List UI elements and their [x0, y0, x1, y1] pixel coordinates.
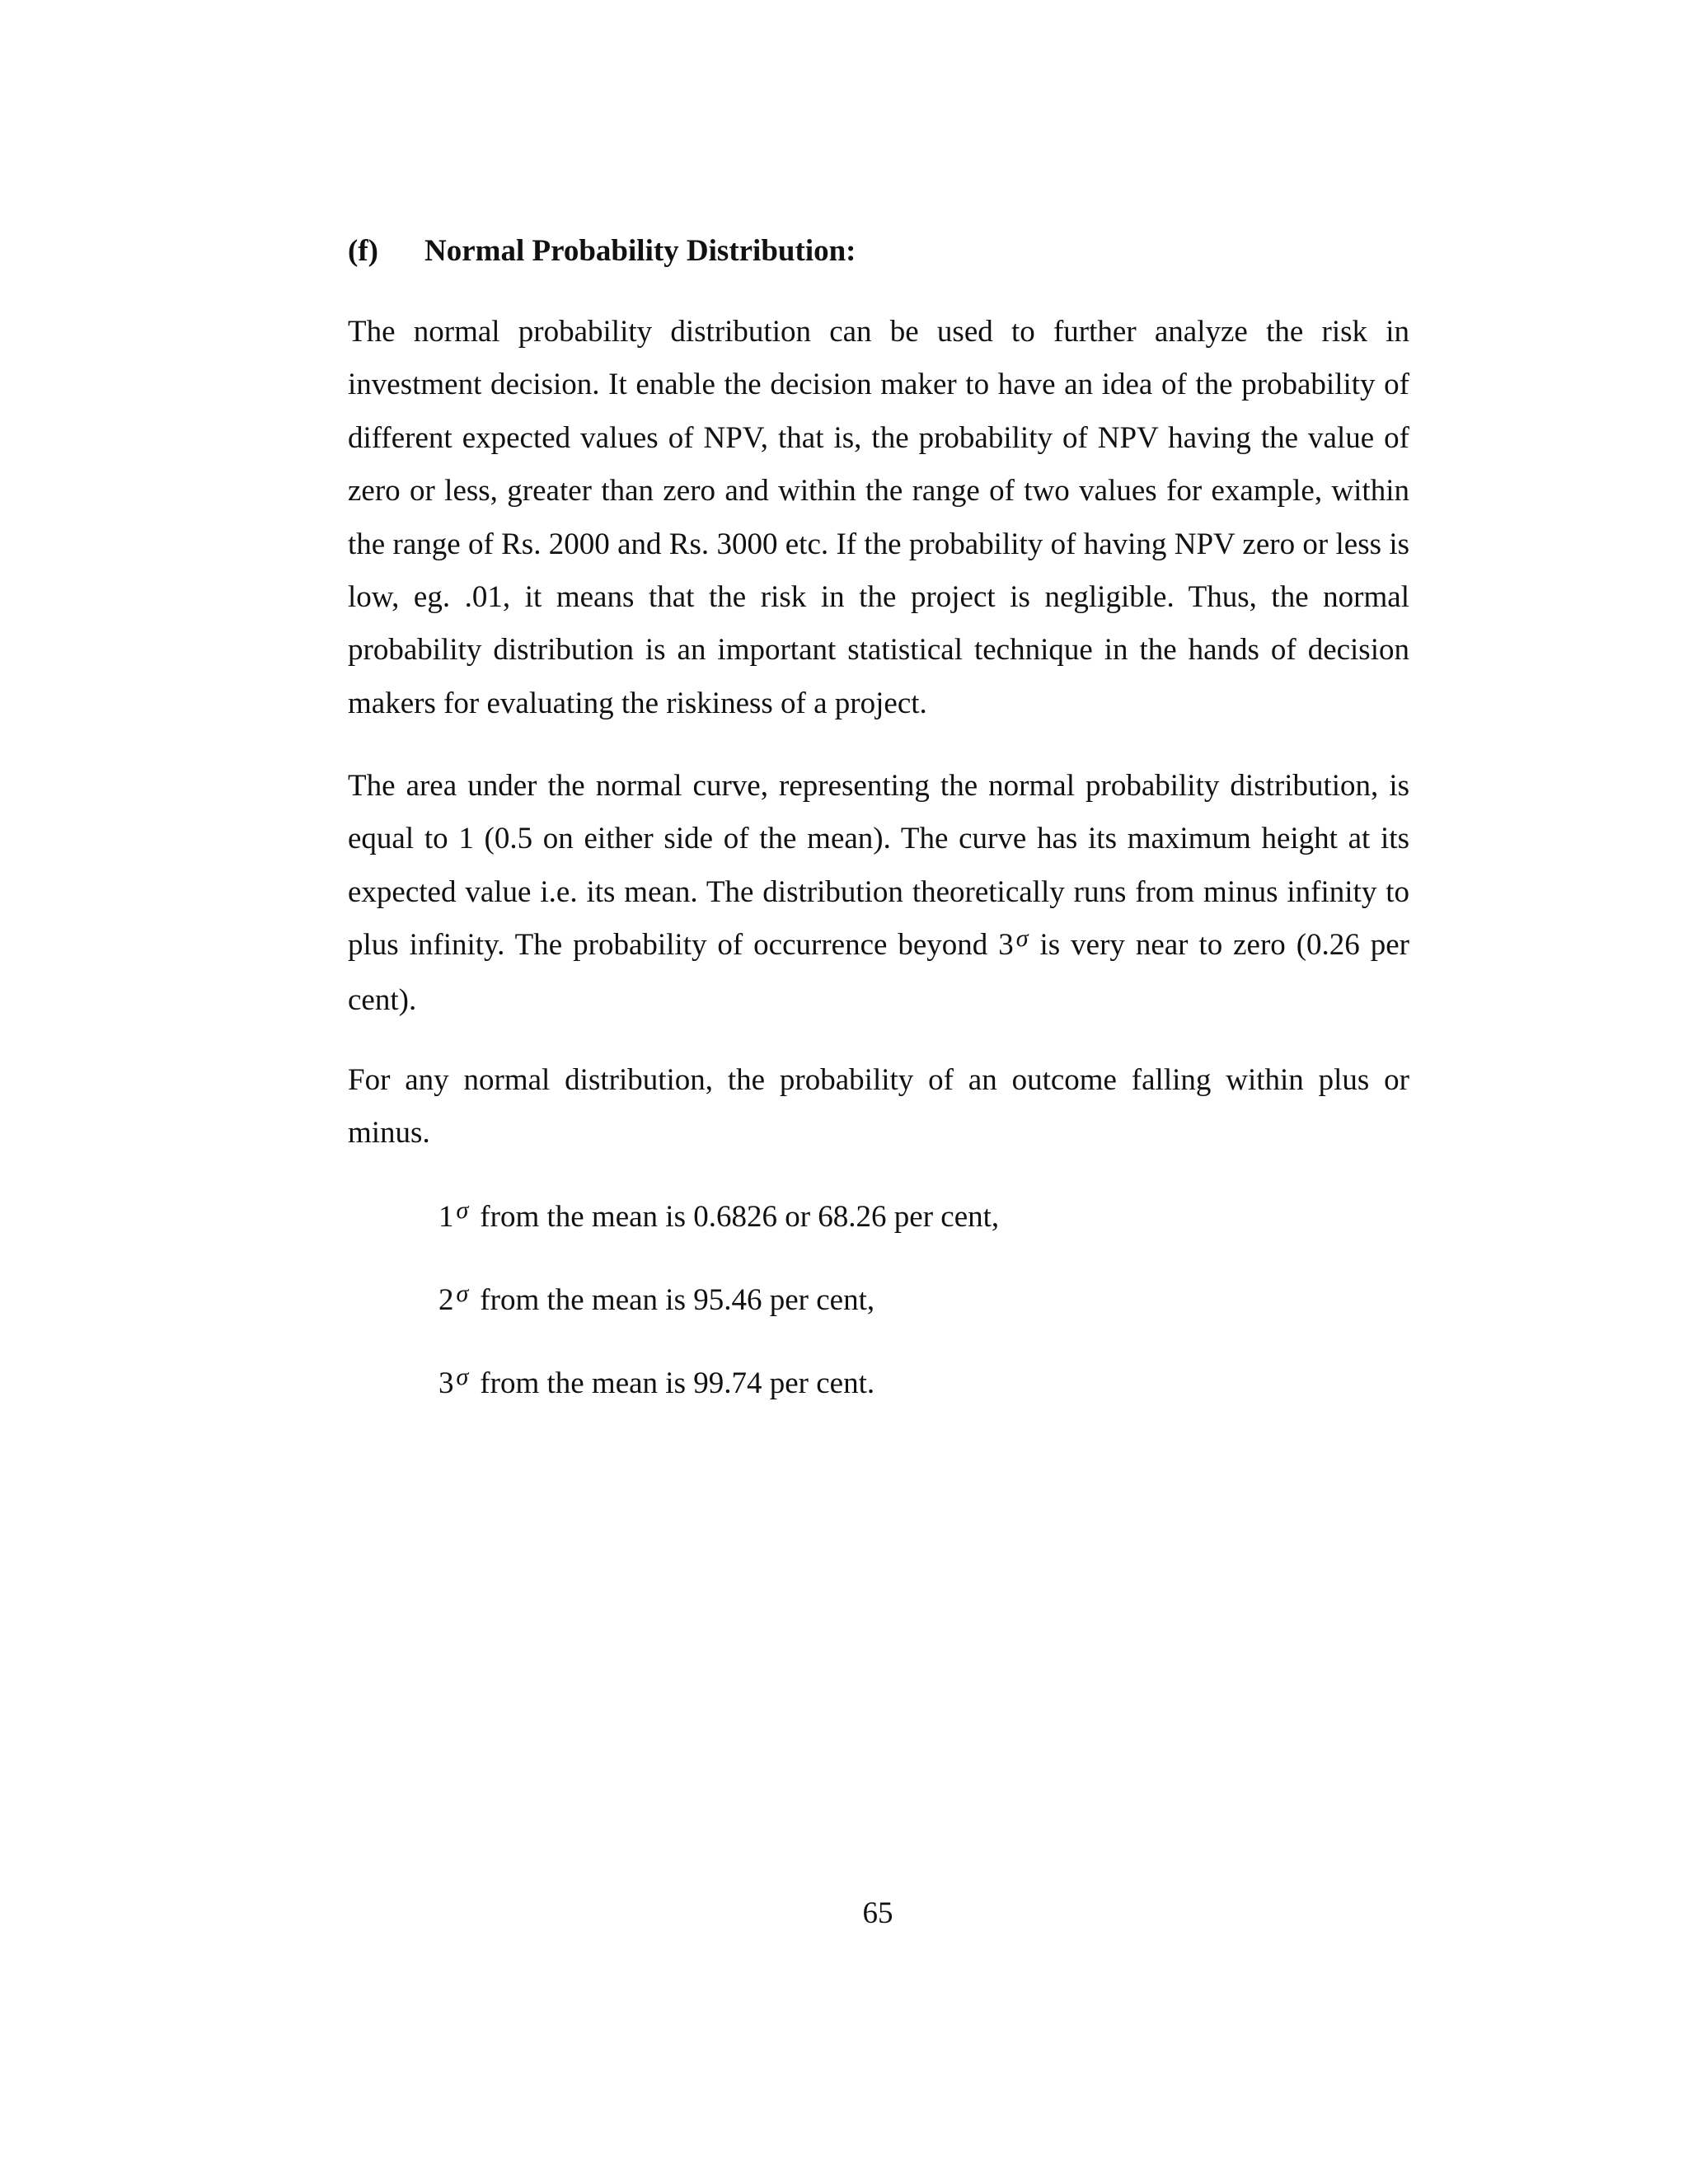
paragraph-distribution-intro: For any normal distribution, the probability of an outcome falling within plus or minus. — [348, 1063, 1409, 1151]
sigma-symbol: σ — [1015, 925, 1029, 953]
list-item-number: 3 — [438, 1366, 454, 1400]
sigma-symbol: σ — [456, 1363, 469, 1390]
sigma-symbol: σ — [456, 1280, 469, 1307]
paragraph-intro: The normal probability distribution can be used to further analyze the risk in investment decision. It enable the decision maker to have an idea of the probability of different expected values of NPV, that is, the probability of NPV having the value of zero or less, greater than zero and within the range of two values for example, within the range of Rs. 2000 and Rs. 3000 etc. If the probability of having NPV zero or less is low, eg. .01, it means that the risk in the project is negligible. Thus, the normal probability distribution is an important statistical technique in the hands of decision makers for evaluating the riskiness of a project. — [348, 315, 1409, 720]
list-item-text: from the mean is 0.6826 or 68.26 per cent, — [480, 1200, 1000, 1234]
section-marker: (f) — [348, 234, 378, 268]
sigma-symbol: σ — [456, 1197, 469, 1224]
list-item-text: from the mean is 99.74 per cent. — [480, 1366, 875, 1400]
list-item-number: 2 — [438, 1283, 454, 1317]
list-item — [438, 1363, 875, 1404]
list-item-text: from the mean is 95.46 per cent, — [480, 1283, 875, 1317]
list-item — [438, 1282, 874, 1320]
list-item-number: 1 — [438, 1200, 454, 1234]
paragraph-normal-curve-text-1: The area under the normal curve, representing the normal probability distribution, is equal to 1 (0.5 on either side of the mean). The curve has its maximum height at its expected value i.e. its mean. The distribution theoretically runs from minus infinity to plus infinity. The probability of occurrence beyond 3 — [348, 769, 1409, 963]
page-number: 65 — [862, 1896, 893, 1930]
section-heading — [348, 233, 856, 269]
paragraph-normal-curve-text-2: is very near to zero (0.26 per cent). — [348, 928, 1409, 1017]
paragraph-normal-curve — [348, 760, 1409, 1027]
list-item — [438, 1199, 999, 1237]
section-title: Normal Probability Distribution: — [424, 234, 856, 268]
